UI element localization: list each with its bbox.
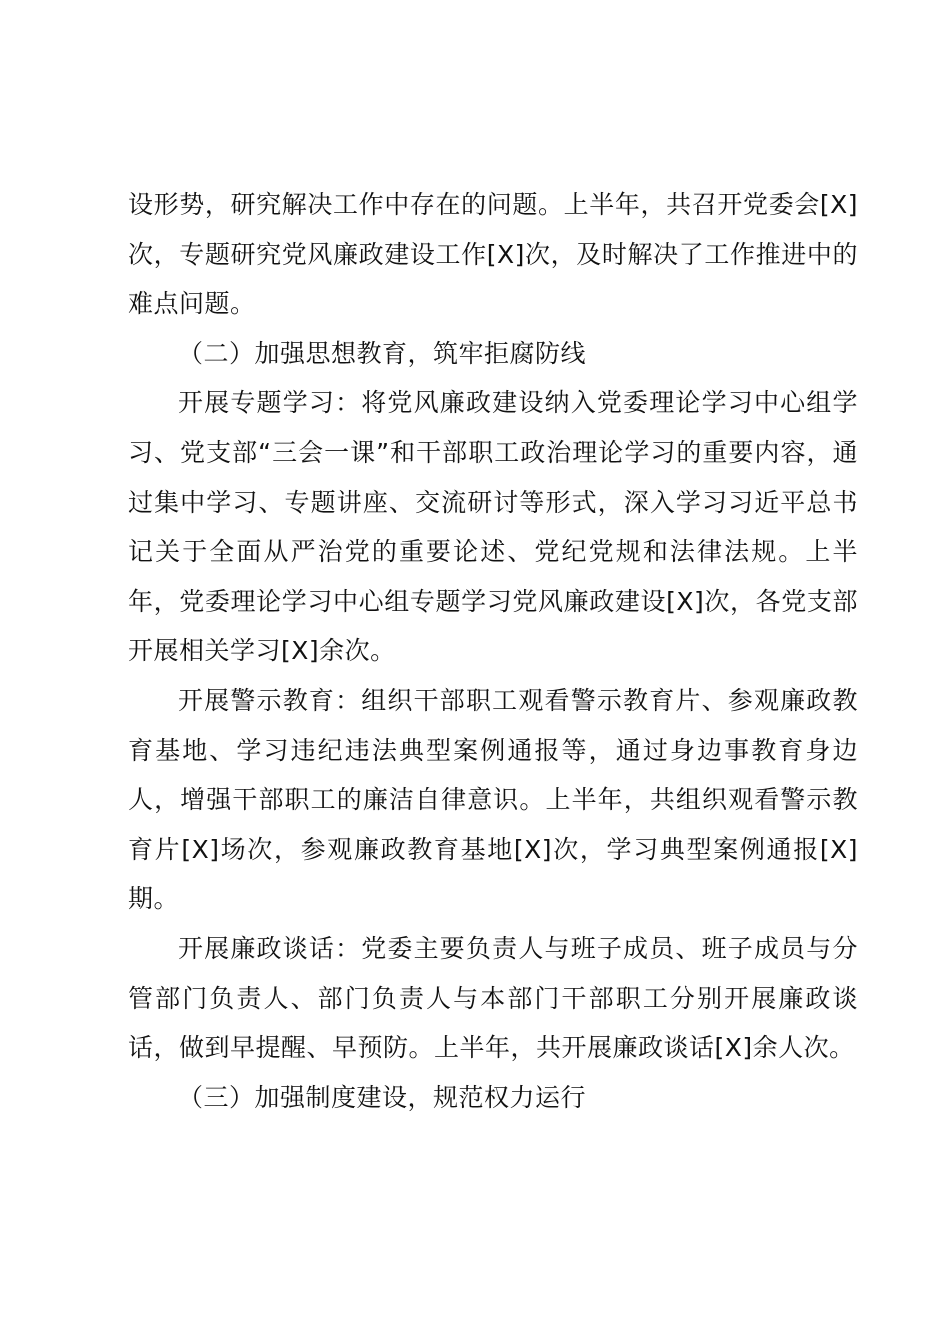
paragraph-integrity-talks: 开展廉政谈话：党委主要负责人与班子成员、班子成员与分管部门负责人、部门负责人与本部门干部职工分别开展廉政谈话，做到早提醒、早预防。上半年，共开展廉政谈话[X]余人次。 bbox=[128, 933, 858, 1063]
document-body bbox=[128, 180, 858, 1122]
section-heading-3: （三）加强制度建设，规范权力运行 bbox=[178, 1082, 587, 1112]
paragraph-special-study: 开展专题学习：将党风廉政建设纳入党委理论学习中心组学习、党支部“三会一课”和干部职工政治理论学习的重要内容，通过集中学习、专题讲座、交流研讨等形式，深入学习习近平总书记关于全面从严治党的重要论述、党纪党规和法律法规。上半年，党委理论学习中心组专题学习党风廉政建设[X]次，各党支部开展相关学习[X]余次。 bbox=[128, 388, 858, 666]
section-heading-2: （二）加强思想教育，筑牢拒腐防线 bbox=[178, 338, 587, 368]
continued-paragraph: 设形势，研究解决工作中存在的问题。上半年，共召开党委会[X]次，专题研究党风廉政建设工作[X]次，及时解决了工作推进中的难点问题。 bbox=[128, 190, 858, 319]
paragraph-warning-education: 开展警示教育：组织干部职工观看警示教育片、参观廉政教育基地、学习违纪违法典型案例通报等，通过身边事教育身边人，增强干部职工的廉洁自律意识。上半年，共组织观看警示教育片[X]场次，参观廉政教育基地[X]次，学习典型案例通报[X]期。 bbox=[128, 685, 858, 914]
